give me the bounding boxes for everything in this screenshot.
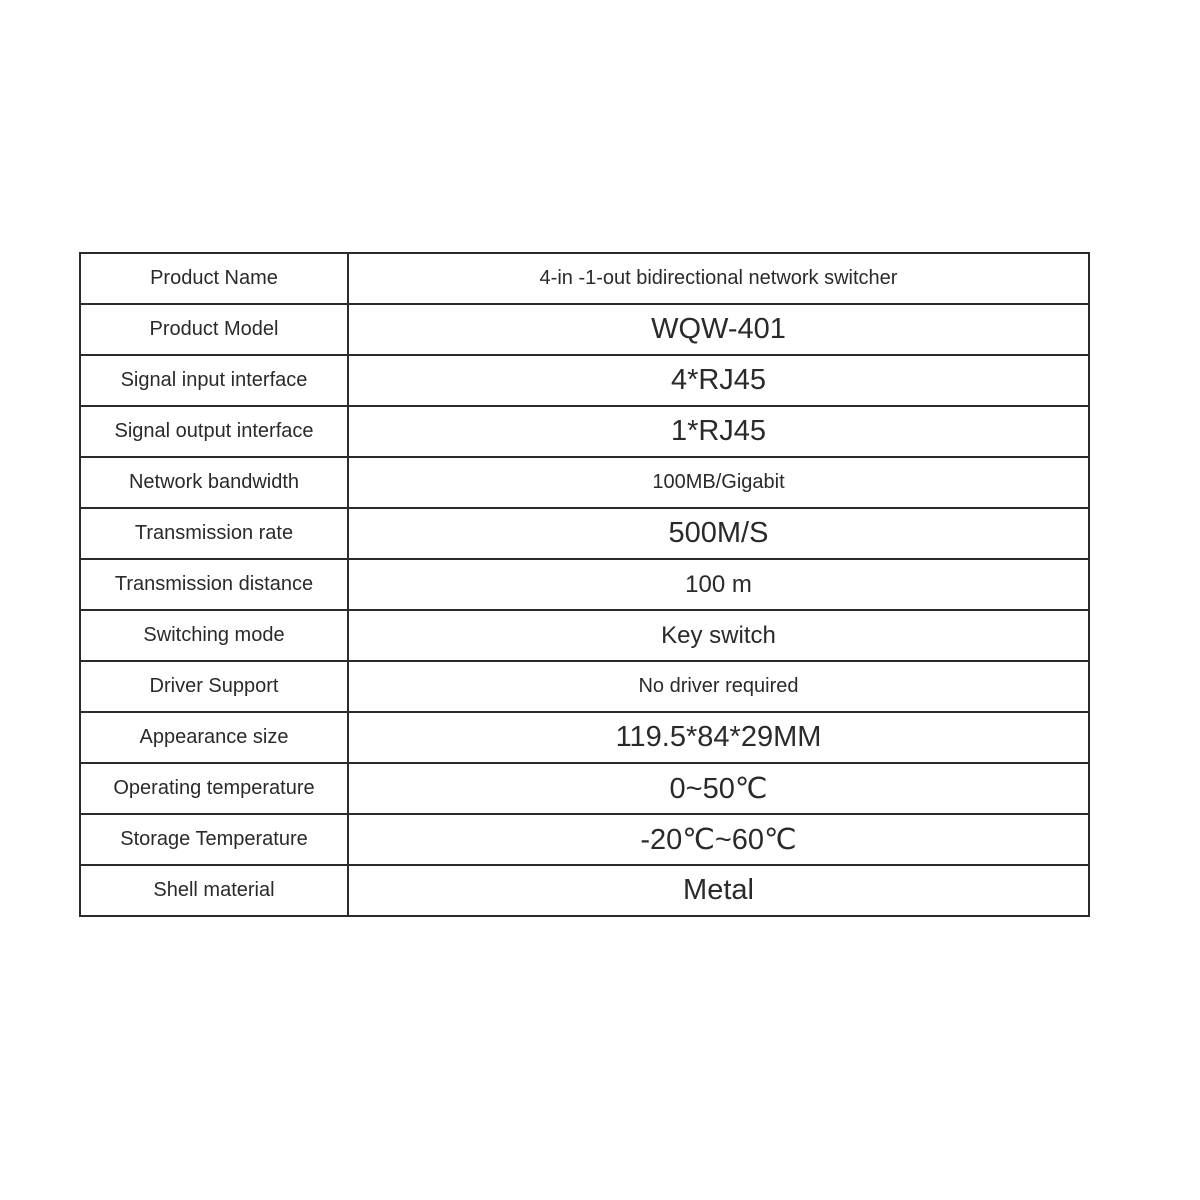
row-label-text: Signal input interface	[120, 369, 308, 391]
row-label-text: Transmission distance	[114, 573, 314, 595]
row-value	[348, 355, 1089, 406]
table-row	[80, 508, 1089, 559]
row-label	[80, 814, 348, 865]
row-value-text: -20℃~60℃	[640, 824, 797, 856]
row-value-text: Metal	[683, 874, 754, 906]
table-row	[80, 253, 1089, 304]
row-label	[80, 661, 348, 712]
row-label-text: Shell material	[153, 879, 275, 901]
table-row	[80, 355, 1089, 406]
row-label	[80, 253, 348, 304]
row-label	[80, 610, 348, 661]
row-value	[348, 253, 1089, 304]
row-label-text: Driver Support	[149, 675, 279, 697]
row-value-text: 500M/S	[668, 517, 769, 549]
row-value	[348, 610, 1089, 661]
row-value	[348, 814, 1089, 865]
row-label-text: Transmission rate	[134, 522, 294, 544]
table-row	[80, 610, 1089, 661]
row-value-text: WQW-401	[651, 313, 786, 345]
row-value	[348, 508, 1089, 559]
row-value-text: 0~50℃	[669, 773, 768, 805]
row-label	[80, 865, 348, 916]
table-row	[80, 661, 1089, 712]
row-value	[348, 763, 1089, 814]
table-row	[80, 865, 1089, 916]
row-label	[80, 355, 348, 406]
row-label	[80, 508, 348, 559]
row-label	[80, 712, 348, 763]
row-label	[80, 406, 348, 457]
row-label-text: Storage Temperature	[120, 828, 308, 850]
row-label	[80, 457, 348, 508]
row-label-text: Network bandwidth	[128, 471, 300, 493]
table-row	[80, 763, 1089, 814]
row-value-text: 100 m	[685, 570, 752, 598]
table-row	[80, 712, 1089, 763]
table-row	[80, 814, 1089, 865]
row-value	[348, 457, 1089, 508]
row-value	[348, 304, 1089, 355]
row-label-text: Appearance size	[139, 726, 289, 748]
row-value	[348, 661, 1089, 712]
row-label	[80, 763, 348, 814]
row-value	[348, 406, 1089, 457]
row-value-text: No driver required	[638, 675, 799, 697]
row-value-text: 4*RJ45	[670, 364, 767, 396]
row-label-text: Operating temperature	[113, 777, 315, 799]
row-label-text: Switching mode	[143, 624, 285, 646]
row-label	[80, 559, 348, 610]
spec-table	[79, 252, 1090, 917]
table-row	[80, 559, 1089, 610]
row-value	[348, 712, 1089, 763]
row-label-text: Signal output interface	[114, 420, 314, 442]
row-value	[348, 559, 1089, 610]
row-value	[348, 865, 1089, 916]
table-row	[80, 457, 1089, 508]
row-value-text: 1*RJ45	[670, 415, 767, 447]
table-row	[80, 406, 1089, 457]
row-value-text: 100MB/Gigabit	[652, 471, 785, 493]
row-label-text: Product Name	[150, 267, 278, 289]
row-value-text: 119.5*84*29MM	[615, 721, 822, 753]
row-value-text: Key switch	[661, 621, 776, 649]
row-label-text: Product Model	[149, 318, 279, 340]
row-value-text: 4-in -1-out bidirectional network switcher	[539, 267, 898, 289]
row-label	[80, 304, 348, 355]
table-row	[80, 304, 1089, 355]
